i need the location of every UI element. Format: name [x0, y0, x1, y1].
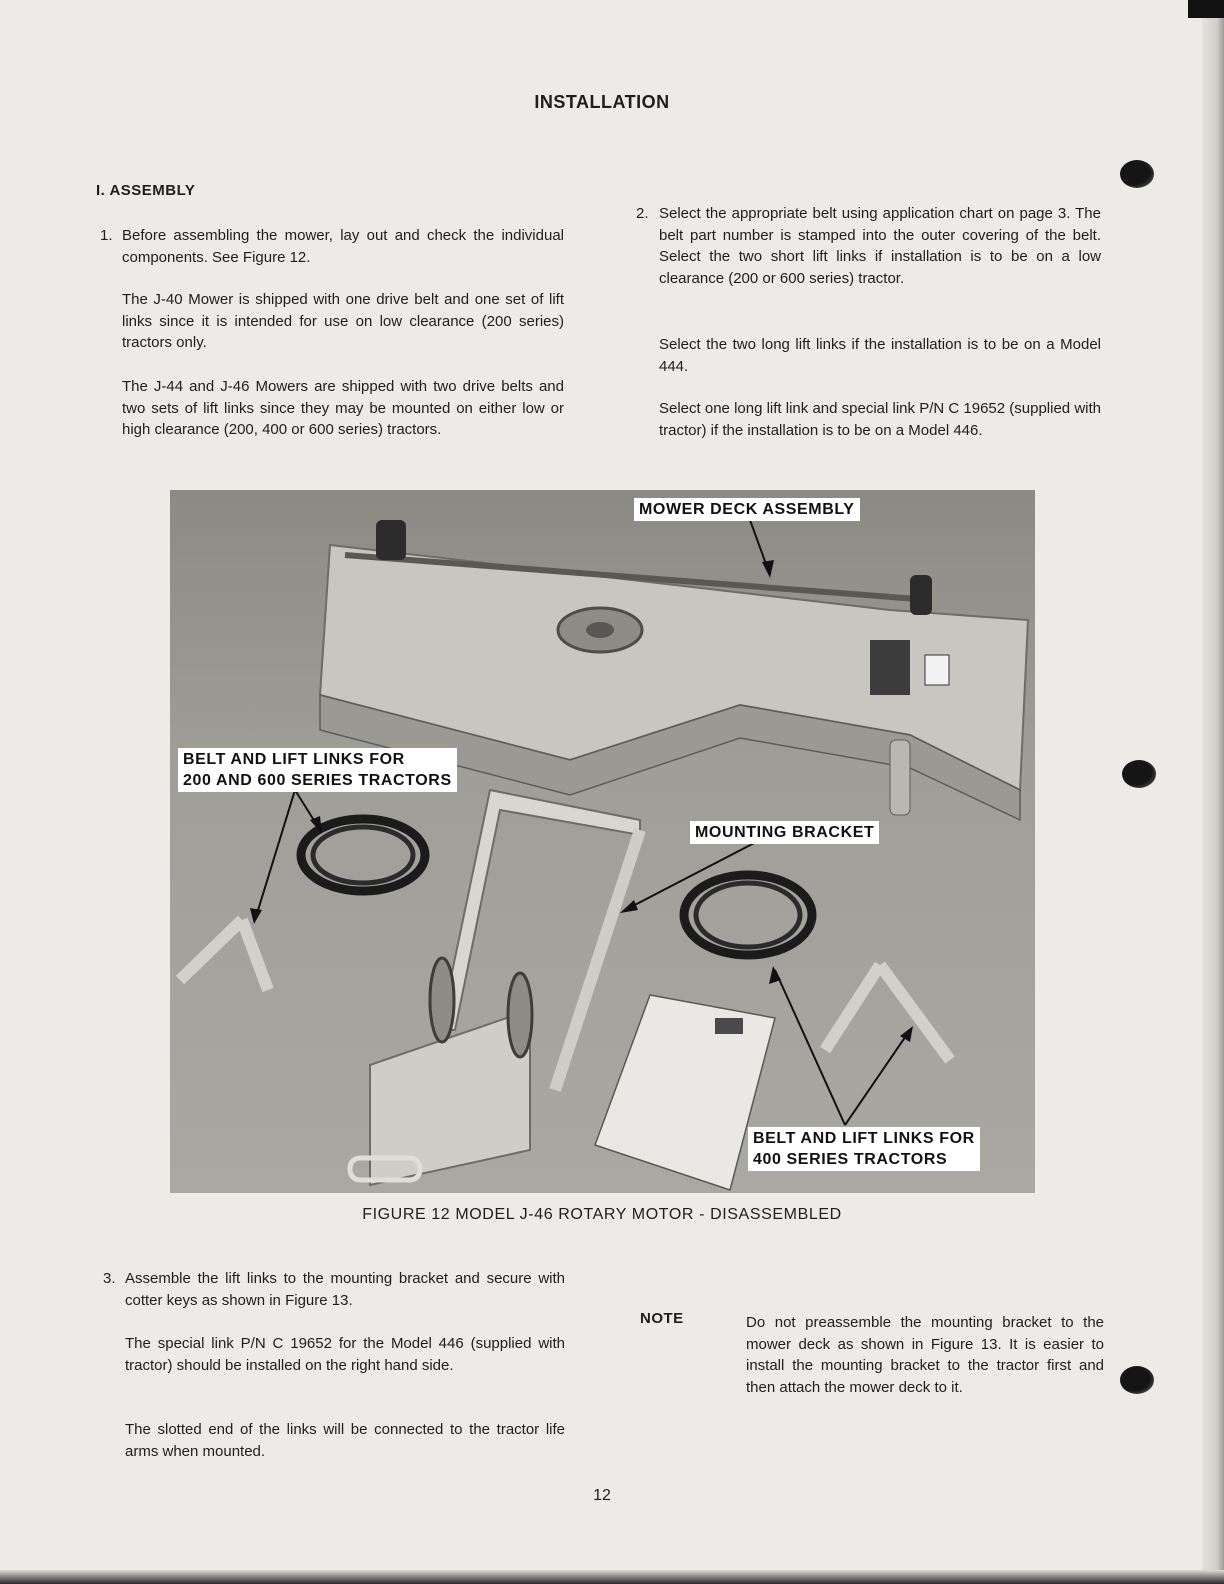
- belt-400-series-inner: [696, 883, 800, 947]
- arrow-link-200: [255, 790, 295, 920]
- page-number: 12: [593, 1487, 611, 1504]
- step-3-text: Assemble the lift links to the mounting bracket and secure with cotter keys as shown in Figure 13.: [125, 1270, 565, 1309]
- callout-mounting-bracket: [690, 821, 879, 844]
- belt-200-series-inner: [313, 827, 413, 883]
- callout-belt-400: [748, 1127, 980, 1171]
- case-decal: [870, 640, 910, 695]
- figure-caption: FIGURE 12 MODEL J-46 ROTARY MOTOR - DISASSEMBLED: [362, 1206, 842, 1223]
- callout-belt-200-600: [178, 748, 457, 792]
- lift-link-short-b: [242, 920, 268, 990]
- callout-belt-200-line2: 200 AND 600 SERIES TRACTORS: [183, 772, 452, 789]
- manual-logo: [715, 1018, 743, 1034]
- arrow-belt-400: [775, 970, 845, 1125]
- page-title: INSTALLATION: [534, 92, 670, 112]
- paragraph-j40: The J-40 Mower is shipped with one drive belt and one set of lift links since it is intended for use on low clearance (200 series) tractors only.: [122, 291, 564, 351]
- callout-mounting-bracket-text: MOUNTING BRACKET: [695, 824, 875, 841]
- mower-parts-illustration: [170, 490, 1035, 1193]
- binder-hole-bottom: [1120, 1366, 1154, 1394]
- deck-pulley-hub: [586, 622, 614, 638]
- step-2-text: Select the appropriate belt using application chart on page 3. The belt part number is stamped into the outer covering of the belt. Select the two short lift links if installation is to be on a low clearance (200 or 600 series) tractor.: [659, 205, 1101, 287]
- bracket-pulley-a: [430, 958, 454, 1042]
- paragraph-slotted-end: The slotted end of the links will be connected to the tractor life arms when mounted.: [125, 1421, 565, 1460]
- note-text: Do not preassemble the mounting bracket to the mower deck as shown in Figure 13. It is easier to install the mounting bracket to the tractor first and then attach the mower deck to it.: [746, 1314, 1104, 1396]
- callout-belt-400-line1: BELT AND LIFT LINKS FOR: [753, 1130, 975, 1147]
- page-right-edge: [1202, 0, 1224, 1584]
- note-label: NOTE: [640, 1310, 684, 1327]
- binder-hole-top: [1120, 160, 1154, 188]
- arrowhead-link-400: [900, 1026, 913, 1042]
- arrowhead-link-200: [250, 908, 262, 924]
- deck-wheel-right: [910, 575, 932, 615]
- lift-link-short-a: [180, 920, 242, 980]
- deck-mount-post: [890, 740, 910, 815]
- binder-hole-middle: [1122, 760, 1156, 788]
- callout-belt-400-line2: 400 SERIES TRACTORS: [753, 1151, 948, 1168]
- section-heading: I. ASSEMBLY: [96, 182, 196, 199]
- arrowhead-mower-deck: [762, 560, 774, 578]
- paragraph-j44-j46: The J-44 and J-46 Mowers are shipped with two drive belts and two sets of lift links since they may be mounted on either low or high clearance (200, 400 or 600 series) tractors.: [122, 378, 564, 438]
- step-1-text: Before assembling the mower, lay out and check the individual components. See Figure 12.: [122, 227, 564, 266]
- step-2-number: 2.: [636, 205, 649, 222]
- paragraph-special-link: The special link P/N C 19652 for the Model 446 (supplied with tractor) should be installed on the right hand side.: [125, 1335, 565, 1374]
- callout-mower-deck-text: MOWER DECK ASSEMBLY: [639, 501, 855, 518]
- paragraph-model-444: Select the two long lift links if the installation is to be on a Model 444.: [659, 336, 1101, 375]
- step-3-number: 3.: [103, 1270, 116, 1287]
- arrow-link-400: [845, 1030, 910, 1125]
- belt-400-series: [684, 875, 812, 955]
- paragraph-model-446: Select one long lift link and special link P/N C 19652 (supplied with tractor) if the installation is to be on a Model 446.: [659, 400, 1101, 439]
- deck-wheel-left: [376, 520, 406, 560]
- step-1-number: 1.: [100, 227, 113, 244]
- lift-link-long-b: [880, 965, 950, 1060]
- figure-12-photo: [170, 490, 1035, 1193]
- mounting-bracket-arm: [555, 830, 640, 1090]
- callout-belt-200-line1: BELT AND LIFT LINKS FOR: [183, 751, 405, 768]
- page-bottom-edge: [0, 1570, 1224, 1584]
- callout-mower-deck-assembly: [634, 498, 860, 521]
- caution-decal: [925, 655, 949, 685]
- page-corner-shadow: [1188, 0, 1224, 18]
- bracket-pulley-b: [508, 973, 532, 1057]
- lift-link-long-a: [825, 965, 880, 1050]
